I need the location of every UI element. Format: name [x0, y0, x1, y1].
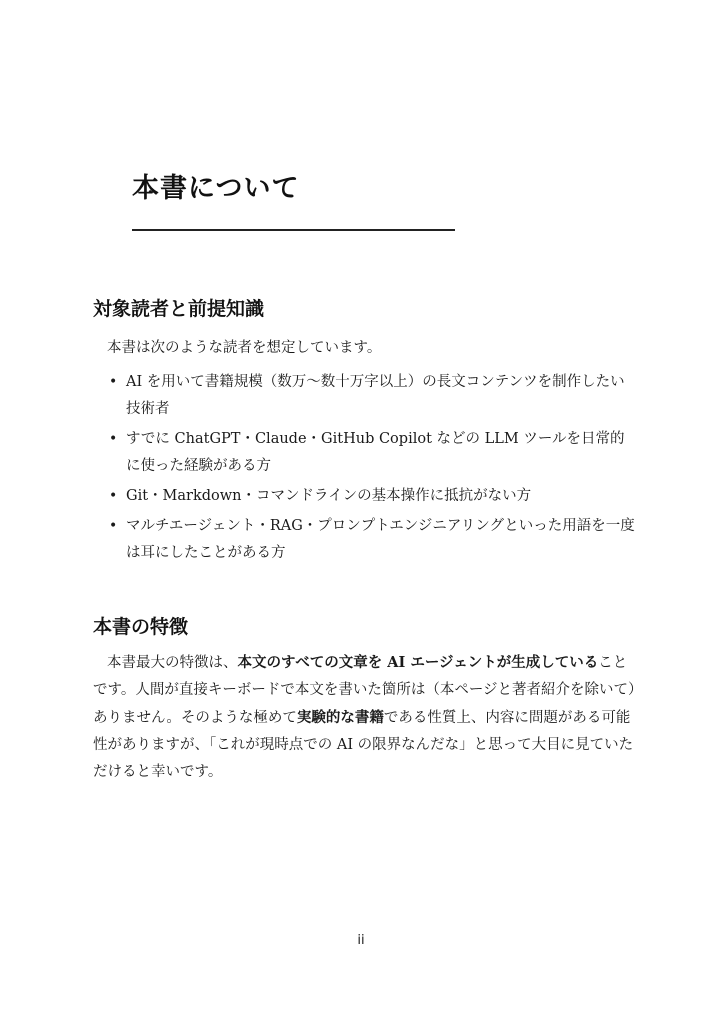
- features-emphasis-1: 本文のすべての文章を AI エージェントが生成している: [237, 654, 599, 671]
- list-item: [93, 369, 638, 423]
- section-heading-audience: 対象読者と前提知識: [93, 298, 265, 320]
- features-emphasis-2: 実験的な書籍: [296, 709, 384, 726]
- list-item-text: すでに ChatGPT・Claude・GitHub Copilot などの LLM ツールを日常的に使った経験がある方: [126, 431, 625, 474]
- section-heading-features: 本書の特徴: [93, 616, 189, 638]
- list-item-text: AI を用いて書籍規模（数万〜数十万字以上）の長文コンテンツを制作したい技術者: [126, 374, 625, 417]
- list-item-text: マルチエージェント・RAG・プロンプトエンジニアリングといった用語を一度は耳にしたことがある方: [126, 518, 635, 561]
- page-number: ii: [357, 933, 365, 948]
- bullet-icon: •: [109, 518, 118, 534]
- list-item-text: Git・Markdown・コマンドラインの基本操作に抵抗がない方: [126, 488, 532, 504]
- list-item: [93, 513, 638, 567]
- title-underline: [132, 229, 455, 231]
- features-paragraph: [93, 649, 638, 786]
- bullet-icon: •: [109, 488, 118, 504]
- features-text-1: 本書最大の特徴は、: [107, 655, 238, 671]
- chapter-title: 本書について: [132, 173, 300, 204]
- bullet-icon: •: [109, 374, 118, 390]
- list-item: [93, 483, 638, 510]
- audience-list: [93, 369, 638, 570]
- features-text-2: ことです。人間が直接キーボードで本文を書いた箇所は（本ページと著者紹介を除いて）ありません。そのような極めて: [93, 655, 636, 726]
- features-text-3: である性質上、内容に問題がある可能性がありますが、「これが現時点での AI の限界なんだな」と思って大目に見ていただけると幸いです。: [93, 710, 634, 780]
- audience-intro: 本書は次のような読者を想定しています。: [107, 340, 382, 356]
- list-item: [93, 426, 638, 480]
- bullet-icon: •: [109, 431, 118, 447]
